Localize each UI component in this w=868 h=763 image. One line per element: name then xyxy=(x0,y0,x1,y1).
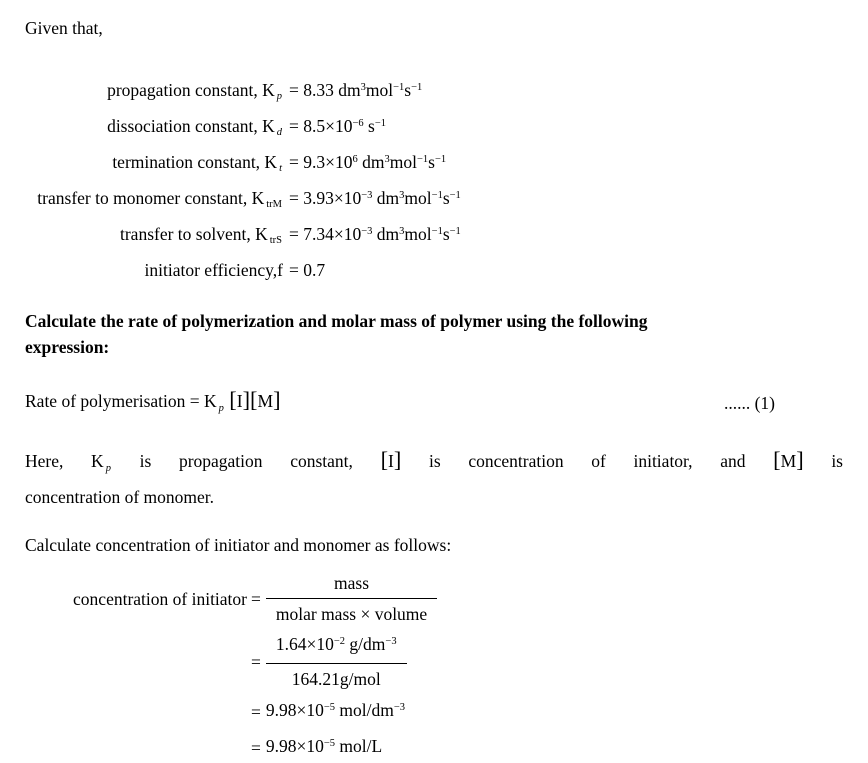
given-value: = $9.3\times 10^6$ $dm^3mol^{-1}s^{-1}$ xyxy=(289,151,447,172)
concentration-result: $9.98\times 10^{-5}$ mol/L xyxy=(265,736,383,756)
given-value: = $8.5\times 10^{-6}$ $s^{-1}$ xyxy=(289,115,387,136)
heading-line1: Calculate the rate of polymerization and molar mass of polymer using the following xyxy=(25,311,648,331)
concentration-row-result-litre xyxy=(25,733,843,763)
concentration-calculation-block xyxy=(25,571,843,763)
equals-sign: = xyxy=(251,651,261,672)
given-row-dissociation xyxy=(25,108,843,144)
given-constants-block xyxy=(25,72,843,288)
given-label: termination constant, K $_t$ xyxy=(112,151,282,175)
fraction xyxy=(266,632,407,691)
given-label: propagation constant, K $_p$ xyxy=(107,79,282,103)
fraction-denominator: 164.21g/mol xyxy=(291,669,381,689)
given-value: = $7.34\times 10^{-3}$ $dm^3mol^{-1}s^{-1}$ xyxy=(289,223,461,244)
given-value: = 8.33 $dm^3mol^{-1}s^{-1}$ xyxy=(289,79,423,100)
equals-sign: = xyxy=(251,738,261,758)
given-row-propagation xyxy=(25,72,843,108)
concentration-result: $9.98\times 10^{-5}$ mol/$dm^{-3}$ xyxy=(265,700,406,720)
given-label: initiator efficiency,f xyxy=(144,259,283,280)
equals-sign: = xyxy=(251,702,261,722)
given-label: transfer to monomer constant, K $_{trM}$ xyxy=(37,187,282,211)
fraction xyxy=(266,571,437,626)
given-value: = 0.7 xyxy=(289,259,326,280)
concentration-row-result-dm xyxy=(25,697,843,727)
explanation-line2: concentration of monomer. xyxy=(25,487,215,507)
concentration-row-substitution xyxy=(25,632,843,691)
intro-line: Given that, xyxy=(25,18,103,38)
given-row-transfer-solvent xyxy=(25,216,843,252)
fraction-numerator: $1.64\times 10^{-2}$ $g/dm^{-3}$ xyxy=(266,632,407,664)
given-label: dissociation constant, K $_d$ xyxy=(107,115,282,139)
fraction-denominator: molar mass × volume xyxy=(275,604,428,624)
concentration-row-definition xyxy=(25,571,843,626)
equation-number: ...... (1) xyxy=(723,393,775,413)
heading-line2: expression: xyxy=(25,337,110,357)
section-heading xyxy=(25,308,843,360)
given-value: = $3.93\times 10^{-3}$ $dm^3mol^{-1}s^{-1}$ xyxy=(289,187,461,208)
rate-equation-row xyxy=(25,386,843,420)
concentration-label: concentration of initiator xyxy=(73,588,247,609)
given-row-transfer-monomer xyxy=(25,180,843,216)
calculate-concentration-line: Calculate concentration of initiator and monomer as follows: xyxy=(25,535,452,555)
explanation-line1: Here, K $_p$ is propagation constant, [I] is concentration of initiator, and [M] is xyxy=(25,447,843,474)
fraction-numerator: mass xyxy=(266,571,437,599)
given-row-termination xyxy=(25,144,843,180)
given-label: transfer to solvent, K $_{trS}$ xyxy=(119,223,282,247)
given-row-initiator-efficiency xyxy=(25,252,843,288)
rate-equation: Rate of polymerisation = K $_p$ [I][M] xyxy=(25,387,281,414)
equals-sign: = xyxy=(251,588,261,609)
explanation-paragraph xyxy=(25,446,843,513)
